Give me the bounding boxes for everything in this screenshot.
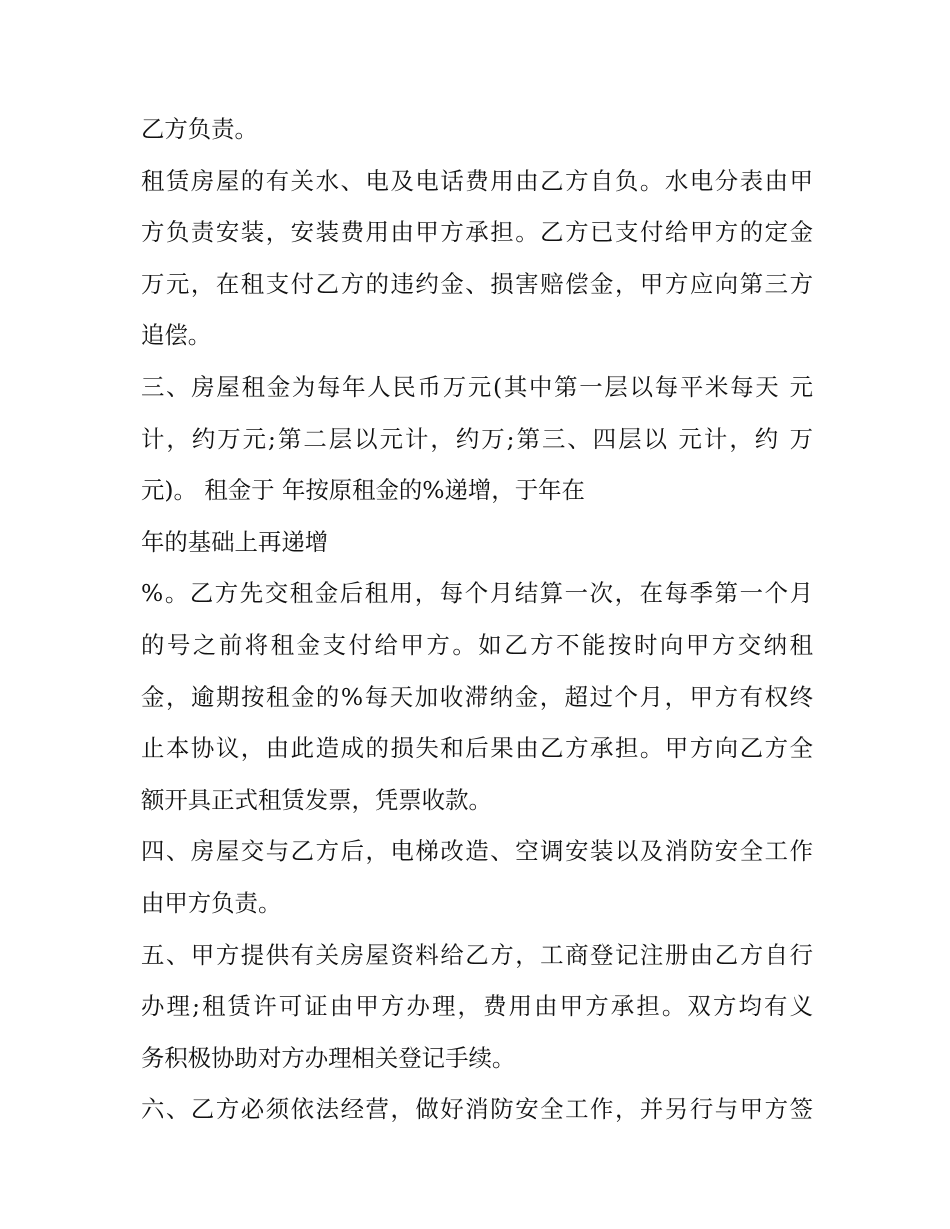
text-line-2: 租赁房屋的有关水、电及电话费用由乙方自负。水电分表由甲 xyxy=(141,166,813,195)
text-line-7: 计，约万元;第二层以元计，约万;第三、四层以 元计，约 万 xyxy=(141,424,813,453)
text-line-20: 六、乙方必须依法经营，做好消防安全工作，并另行与甲方签 xyxy=(141,1095,813,1124)
text-line-17: 五、甲方提供有关房屋资料给乙方，工商登记注册由乙方自行 xyxy=(141,940,813,969)
text-line-10: %。乙方先交租金后租用，每个月结算一次，在每季第一个月 xyxy=(141,579,813,608)
text-line-1: 乙方负责。 xyxy=(141,115,258,143)
text-line-13: 止本协议，由此造成的损失和后果由乙方承担。甲方向乙方全 xyxy=(141,734,813,763)
text-line-15: 四、房屋交与乙方后，电梯改造、空调安装以及消防安全工作 xyxy=(141,837,813,866)
text-line-19: 务积极协助对方办理相关登记手续。 xyxy=(141,1043,516,1072)
text-line-4: 万元，在租支付乙方的违约金、损害赔偿金，甲方应向第三方 xyxy=(141,269,813,298)
text-line-18: 办理;租赁许可证由甲方办理，费用由甲方承担。双方均有义 xyxy=(141,992,813,1021)
text-line-5: 追偿。 xyxy=(141,321,212,350)
text-line-3: 方负责安装，安装费用由甲方承担。乙方已支付给甲方的定金 xyxy=(141,218,813,247)
document-body xyxy=(141,104,813,1136)
text-line-14: 额开具正式租赁发票，凭票收款。 xyxy=(141,785,492,814)
text-line-8: 元)。 租金于 年按原租金的%递增，于年在 xyxy=(141,476,585,505)
text-line-16: 由甲方负责。 xyxy=(141,888,282,917)
text-line-11: 的号之前将租金支付给甲方。如乙方不能按时向甲方交纳租 xyxy=(141,630,813,659)
text-line-9: 年的基础上再递增 xyxy=(141,527,329,556)
text-line-6: 三、房屋租金为每年人民币万元(其中第一层以每平米每天 元 xyxy=(141,372,813,401)
text-line-12: 金，逾期按租金的%每天加收滞纳金，超过个月，甲方有权终 xyxy=(141,682,813,711)
